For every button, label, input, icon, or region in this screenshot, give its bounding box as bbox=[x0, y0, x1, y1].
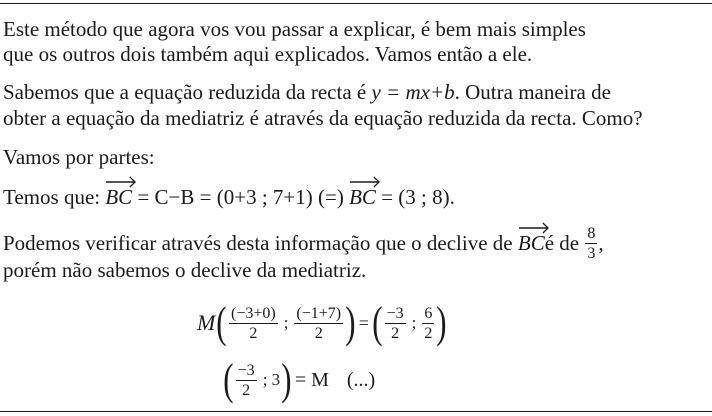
fraction-denominator: 2 bbox=[391, 324, 400, 342]
right-paren: ) bbox=[436, 298, 447, 347]
text: Podemos verificar através desta informação que o declive de bbox=[3, 231, 513, 255]
fraction-bar bbox=[294, 323, 343, 324]
text: é de bbox=[544, 231, 580, 255]
vector-arrow-icon bbox=[519, 222, 549, 234]
fraction-bar bbox=[585, 243, 597, 244]
bottom-rule bbox=[0, 411, 712, 412]
fraction-numerator: (−3+0) bbox=[230, 304, 276, 322]
fraction-bar bbox=[385, 323, 406, 324]
vector-label: BC bbox=[349, 185, 376, 209]
fraction-y bbox=[294, 305, 343, 342]
paragraph-2-line-1 bbox=[3, 80, 611, 104]
right-paren: ) bbox=[281, 355, 292, 404]
separator: ; 3 bbox=[262, 370, 281, 389]
fraction-numerator: 6 bbox=[424, 304, 433, 322]
expression: = C−B = (0+3 ; 7+1) (=) bbox=[132, 185, 350, 209]
text: Sabemos que a equação reduzida da recta é bbox=[3, 80, 372, 104]
vector-arrow-icon bbox=[350, 176, 380, 188]
expression: = (3 ; 8). bbox=[375, 185, 455, 209]
equation-result bbox=[222, 355, 375, 405]
left-paren: ( bbox=[216, 298, 227, 347]
fraction-bar bbox=[422, 323, 434, 324]
equals-m: = M bbox=[294, 368, 329, 391]
paragraph-5-line-1 bbox=[3, 224, 604, 262]
fraction-numerator: −3 bbox=[237, 361, 255, 379]
left-paren: ( bbox=[372, 298, 383, 347]
vector-arrow-icon bbox=[106, 176, 136, 188]
fraction-x-result bbox=[385, 305, 406, 342]
reduced-equation: y = mx+b bbox=[371, 80, 455, 104]
fraction-x-final bbox=[236, 362, 257, 399]
top-rule bbox=[0, 3, 712, 4]
fraction-x bbox=[229, 305, 278, 342]
separator: ; bbox=[283, 313, 289, 332]
fraction-denominator: 2 bbox=[314, 324, 323, 342]
fraction-bar bbox=[236, 380, 257, 381]
right-paren: ) bbox=[345, 298, 356, 347]
text: , bbox=[598, 231, 604, 255]
vector-label: BC bbox=[105, 185, 133, 209]
vector-bc bbox=[349, 185, 376, 209]
fraction-numerator: −3 bbox=[386, 304, 404, 322]
fraction-y-result bbox=[422, 305, 434, 342]
fraction-denominator: 2 bbox=[242, 381, 251, 399]
paragraph-4 bbox=[3, 185, 455, 209]
paragraph-2-line-2: obter a equação da mediatriz é através da equação reduzida da recta. Como? bbox=[3, 106, 643, 130]
equation-midpoint bbox=[197, 298, 448, 348]
vector-label: BC bbox=[517, 231, 545, 255]
equals: = bbox=[358, 312, 369, 333]
fraction-bar bbox=[229, 323, 278, 324]
paragraph-3: Vamos por partes: bbox=[3, 145, 155, 169]
point-m: M bbox=[197, 310, 216, 335]
text: Temos que: bbox=[3, 185, 106, 209]
slope-fraction bbox=[585, 225, 597, 262]
paragraph-1-line-2: que os outros dois também aqui explicados. Vamos então a ele. bbox=[3, 42, 533, 66]
vector-bc bbox=[105, 185, 132, 209]
fraction-denominator: 2 bbox=[249, 324, 258, 342]
paragraph-1-line-1: Este método que agora vos vou passar a explicar, é bem mais simples bbox=[3, 17, 586, 41]
separator: ; bbox=[411, 313, 417, 332]
paragraph-5-line-2: porém não sabemos o declive da mediatriz. bbox=[3, 258, 367, 282]
text: . Outra maneira de bbox=[454, 80, 611, 104]
vector-bc bbox=[518, 231, 545, 255]
fraction-numerator: (−1+7) bbox=[296, 304, 342, 322]
fraction-denominator: 2 bbox=[424, 324, 433, 342]
ellipsis: (...) bbox=[346, 368, 376, 391]
left-paren: ( bbox=[223, 355, 234, 404]
fraction-numerator: 8 bbox=[587, 224, 596, 242]
fraction-denominator: 3 bbox=[587, 244, 596, 262]
